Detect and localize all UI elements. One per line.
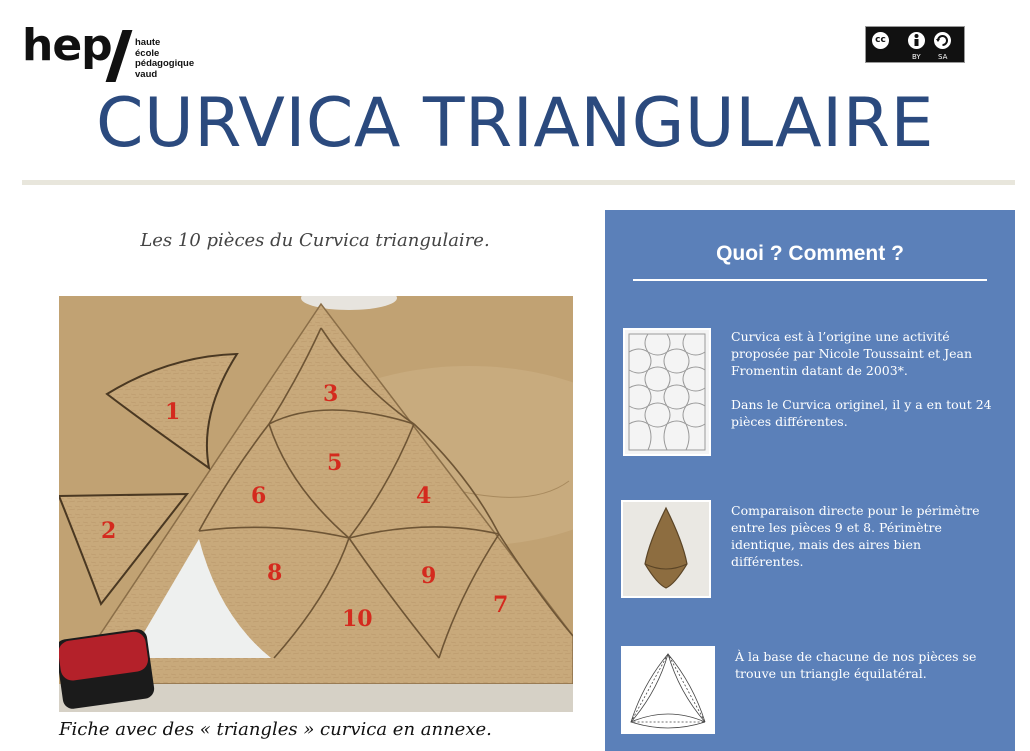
panel-paragraph: Curvica est à l’origine une activité proposée par Nicole Toussaint et Jean Fromentin datant de 2003*. [731,329,973,378]
piece-label: 4 [416,483,432,509]
pieces-9-8-thumbnail [621,500,711,598]
piece-label: 1 [165,399,181,425]
piece-label: 9 [421,563,437,589]
photo-illustration [59,296,573,712]
piece-label: 5 [327,450,343,476]
attribution-icon [906,30,927,51]
panel-text-comparison: Comparaison directe pour le périmètre entre les pièces 9 et 8. Périmètre identique, mais des aires bien différentes. [731,503,980,569]
cc-icon: cc [870,30,891,51]
hep-logo [22,20,222,84]
curvica-grid-thumbnail [623,328,711,456]
panel-text-triangle: À la base de chacune de nos pièces se trouve un triangle équilatéral. [735,649,977,681]
equilateral-triangle-thumbnail [621,646,715,734]
piece-label: 10 [342,606,373,632]
by-label: BY [912,53,921,61]
logo-wordmark: hep [22,20,112,71]
panel-text-origin [731,328,993,430]
piece-label: 6 [251,483,267,509]
photo-caption-bottom: Fiche avec des « triangles » curvica en annexe. [59,719,492,740]
share-alike-icon [932,30,953,51]
logo-subtitle [135,38,194,80]
piece-label: 7 [493,592,509,618]
logo-sub-line: école [135,47,160,59]
panel-divider [633,279,987,281]
cc-by-sa-badge [865,26,965,63]
piece-label: 3 [323,381,339,407]
logo-sub-line: vaud [135,68,158,80]
piece-label: 2 [101,518,117,544]
curvica-pieces-photo [59,296,573,712]
piece-label: 8 [267,560,283,586]
info-panel [605,210,1015,751]
panel-paragraph: Dans le Curvica originel, il y a en tout 24 pièces différentes. [731,397,992,429]
logo-sub-line: pédagogique [135,58,195,69]
photo-caption-top: Les 10 pièces du Curvica triangulaire. [140,230,490,251]
title-divider [22,180,1015,185]
sa-label: SA [938,53,948,61]
panel-heading: Quoi ? Comment ? [716,242,904,265]
stapler [59,628,155,710]
logo-sub-line: haute [135,37,161,48]
page-title: CURVICA TRIANGULAIRE [96,84,934,163]
